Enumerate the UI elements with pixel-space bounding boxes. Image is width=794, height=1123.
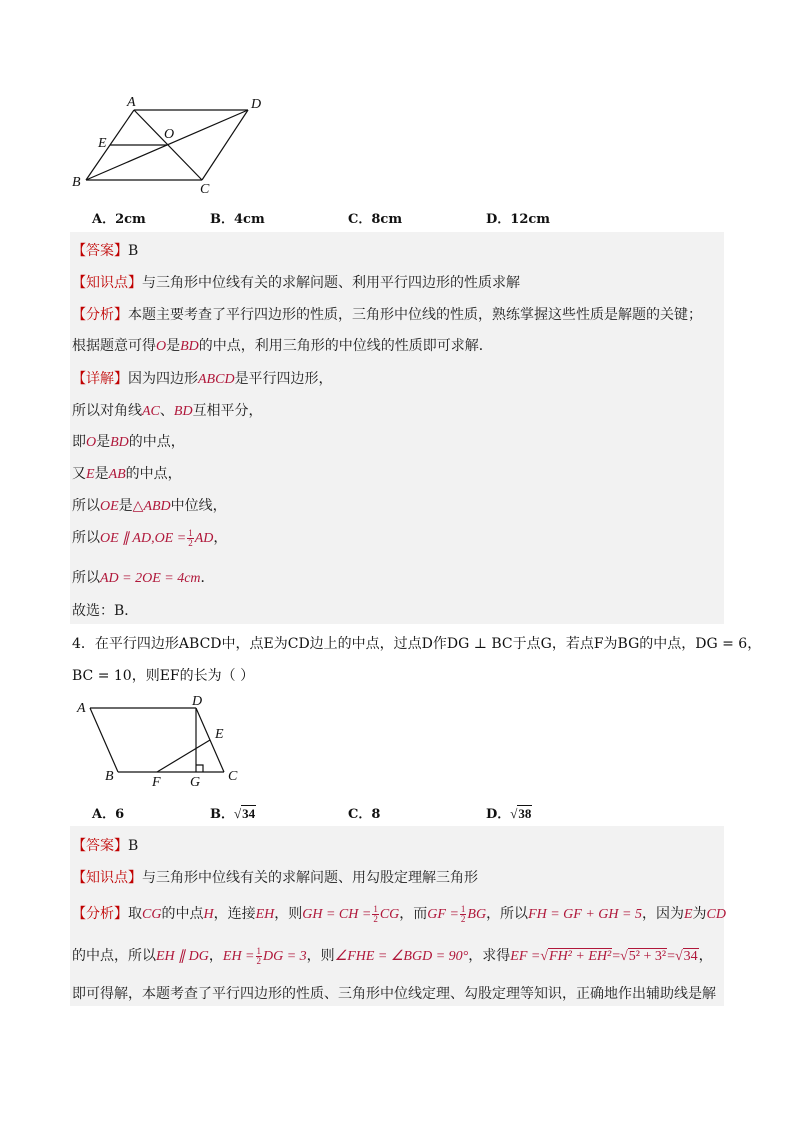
q4-analysis-3: 即可得解，本题考查了平行四边形的性质、三角形中位线定理、勾股定理等知识，正确地作出辅助线是解: [72, 986, 716, 1002]
label-C: C: [200, 182, 210, 197]
q4-parallelogram-figure: [70, 694, 250, 789]
label-D: D: [192, 694, 203, 709]
q3-option-d[interactable]: D．12cm: [486, 212, 551, 227]
q3-detail-5: 所以OE是△ABD中位线，: [72, 498, 227, 514]
q3-detail-7: 所以AD = 2OE = 4cm．: [72, 570, 215, 586]
q4-stem-line-1: 4．在平行四边形ABCD中，点E为CD边上的中点，过点D作DG ⊥ BC于点G，若点F为BG的中点，DG = 6，: [72, 636, 762, 652]
label-B: B: [72, 175, 81, 190]
q4-answer: 【答案】B: [72, 838, 139, 854]
q3-option-b[interactable]: B．4cm: [210, 212, 265, 227]
q3-option-a[interactable]: A．2cm: [92, 212, 146, 227]
q3-option-c[interactable]: C．8cm: [348, 212, 403, 227]
label-C: C: [228, 769, 238, 784]
label-G: G: [190, 775, 201, 789]
q3-parallelogram-figure: [66, 92, 276, 197]
label-A: A: [127, 95, 136, 110]
label-E: E: [98, 136, 107, 151]
right-angle-mark: [196, 765, 203, 772]
q4-option-b[interactable]: B．√34: [210, 806, 256, 822]
label-B: B: [105, 769, 114, 784]
label-F: F: [152, 775, 161, 789]
q3-detail-1: 【详解】因为四边形ABCD是平行四边形，: [72, 371, 333, 387]
q3-answer: 【答案】B: [72, 243, 139, 259]
q3-analysis-1: 【分析】本题主要考查了平行四边形的性质，三角形中位线的性质，熟练掌握这些性质是解题的关键；: [72, 307, 702, 323]
q4-analysis-1: 【分析】取CG的中点H，连接EH，则GH = CH = $\frac{1}{2}$ CG，而GF = $\frac{1}{2}$ BG，所以FH = GF + GH = 5，因为E为CD: [72, 903, 726, 924]
q3-analysis-2: 根据题意可得O是BD的中点，利用三角形的中位线的性质即可求解．: [72, 338, 493, 354]
segment-AB: [90, 708, 118, 772]
q4-option-d[interactable]: D．√38: [486, 806, 532, 822]
q3-detail-2: 所以对角线AC、BD互相平分，: [72, 403, 263, 419]
label-A: A: [77, 701, 86, 716]
q3-detail-6: 所以OE ∥ AD,OE = $\frac{1}{2}$ AD，: [72, 527, 228, 548]
label-D: D: [251, 97, 262, 112]
q4-stem-line-2: BC = 10，则EF的长为（ ）: [72, 668, 255, 684]
q3-detail-3: 即O是BD的中点，: [72, 434, 185, 450]
label-O: O: [164, 127, 175, 142]
q4-analysis-2: 的中点，所以EH ∥ DG，EH = $\frac{1}{2}$ DG = 3，则∠FHE = ∠BGD = 90°，求得EF =√FH² + EH²=√5² + 3²=√34，: [72, 945, 713, 966]
q4-option-c[interactable]: C．8: [348, 807, 381, 822]
q3-detail-4: 又E是AB的中点，: [72, 466, 182, 482]
q3-knowledge: 【知识点】与三角形中位线有关的求解问题、利用平行四边形的性质求解: [72, 275, 520, 291]
segment-FE: [157, 740, 210, 772]
label-E: E: [215, 727, 224, 742]
q4-knowledge: 【知识点】与三角形中位线有关的求解问题、用勾股定理解三角形: [72, 870, 478, 886]
q3-choose: 故选：B．: [72, 603, 139, 619]
q4-option-a[interactable]: A．6: [92, 807, 125, 822]
